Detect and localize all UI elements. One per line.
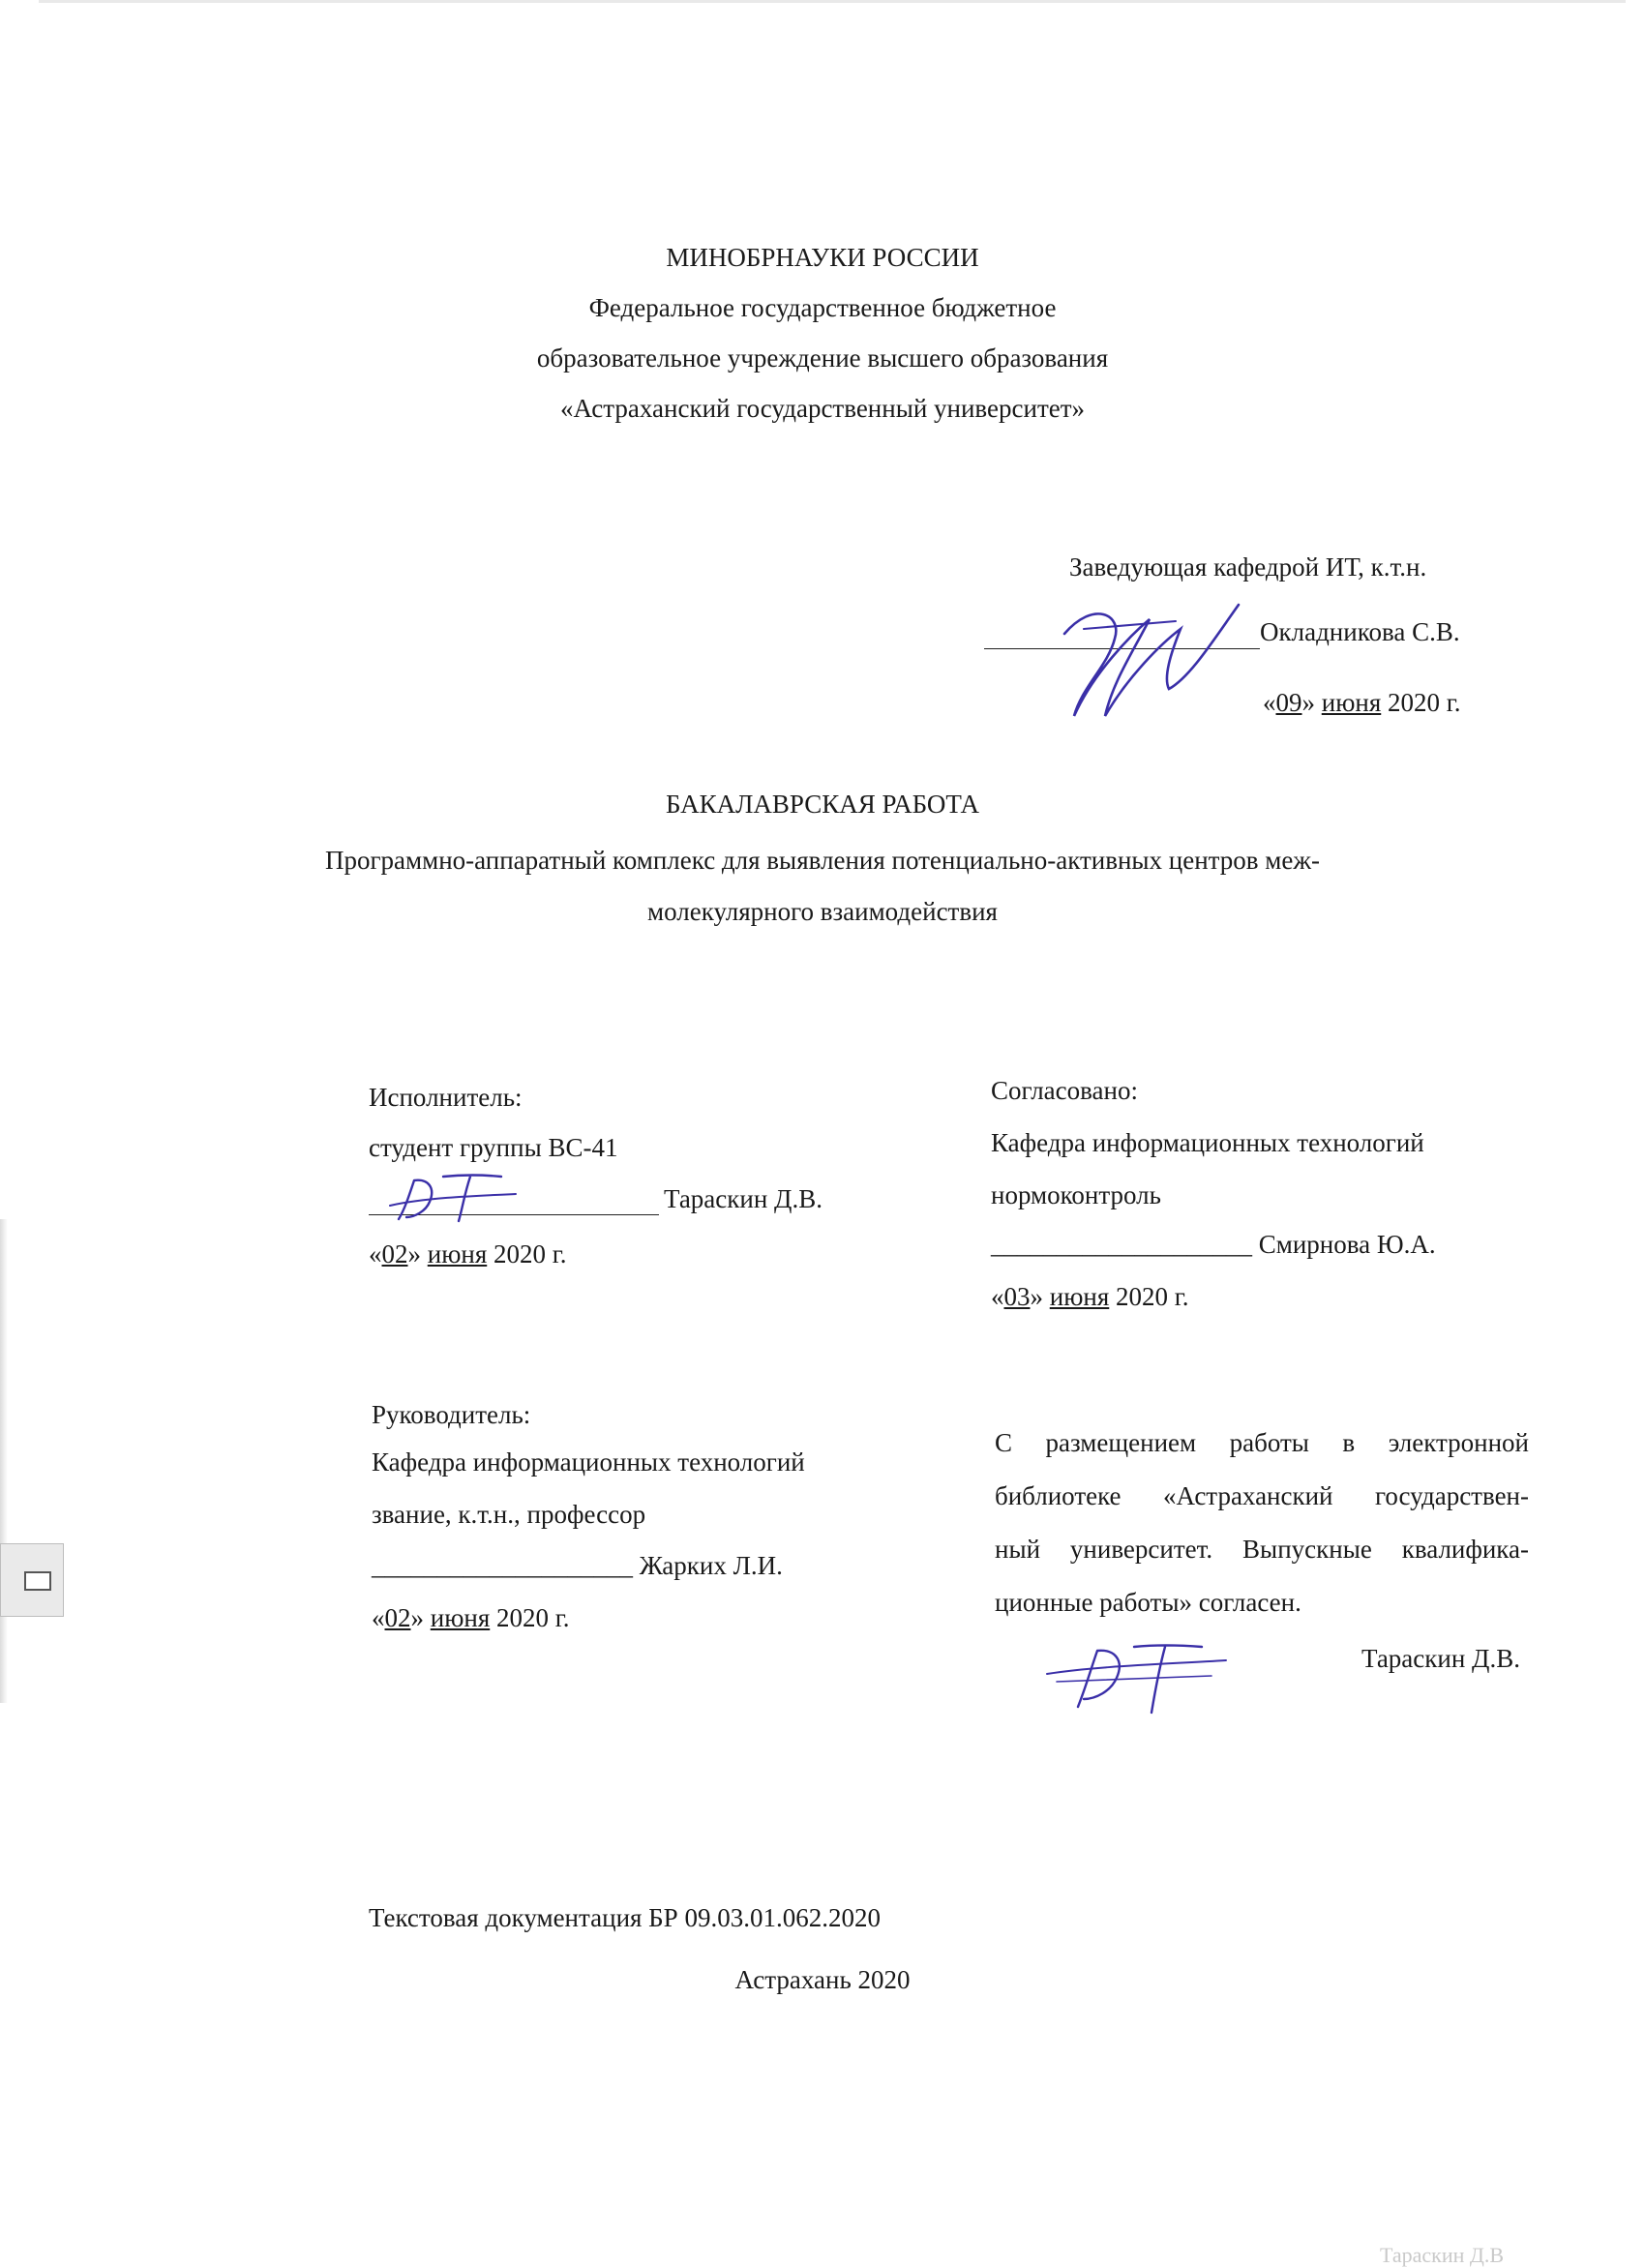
agreed-role: нормоконтроль [991,1180,1161,1209]
consent-name: Тараскин Д.В. [1361,1644,1520,1673]
agreed-signature-line: ____________________ Смирнова Ю.А. [991,1230,1436,1259]
consent-line-1: С размещением работы в электронной [995,1428,1529,1457]
supervisor-department: Кафедра информационных технологий [372,1447,805,1477]
executor-name: Тараскин Д.В. [664,1184,822,1213]
work-title-line-1: Программно-аппаратный комплекс для выявления потенциально-активных центров меж- [324,846,1321,875]
consent-line-4: ционные работы» согласен. [995,1588,1301,1617]
scan-edge-top [39,0,1626,3]
consent-line-2: библиотеке «Астраханский государствен- [995,1481,1529,1510]
scan-edge-left [0,1219,8,1703]
document-code: Текстовая документация БР 09.03.01.062.2020 [369,1903,881,1932]
work-title-line-2: молекулярного взаимодействия [647,897,998,926]
consent-signature [1037,1635,1231,1717]
executor-group: студент группы ВС-41 [369,1133,618,1162]
supervisor-name: Жарких Л.И. [639,1551,783,1580]
executor-date: «02» июня 2020 г. [369,1239,567,1268]
supervisor-rank: звание, к.т.н., профессор [372,1500,646,1529]
supervisor-date: «02» июня 2020 г. [372,1603,570,1632]
executor-signature [385,1169,521,1227]
consent-line-3: ный университет. Выпускные квалифика- [995,1535,1529,1564]
supervisor-label: Руководитель: [372,1400,531,1429]
university-line-1: Федеральное государственное бюджетное [588,293,1057,322]
executor-label: Исполнитель: [369,1083,523,1112]
binder-clip [0,1543,64,1617]
ministry-title: МИНОБРНАУКИ РОССИИ [666,243,979,272]
approval-position: Заведующая кафедрой ИТ, к.т.н. [1069,552,1427,582]
approval-date: «09» июня 2020 г. [1263,688,1461,717]
work-type: БАКАЛАВРСКАЯ РАБОТА [665,790,980,819]
university-line-2: образовательное учреждение высшего образования [536,343,1109,373]
approval-name: Окладникова С.В. [1260,617,1460,646]
agreed-name: Смирнова Ю.А. [1258,1230,1436,1259]
supervisor-signature-line: ____________________ Жарких Л.И. [372,1551,783,1580]
approval-signature [1055,581,1248,726]
agreed-department: Кафедра информационных технологий [991,1128,1424,1157]
agreed-date: «03» июня 2020 г. [991,1282,1189,1311]
binder-slot [24,1571,51,1591]
university-line-3: «Астраханский государственный университет» [559,394,1086,423]
agreed-label: Согласовано: [991,1076,1138,1105]
bleed-through-name: Тараскин Д.В [1380,2243,1505,2267]
city-year: Астрахань 2020 [734,1965,911,1994]
